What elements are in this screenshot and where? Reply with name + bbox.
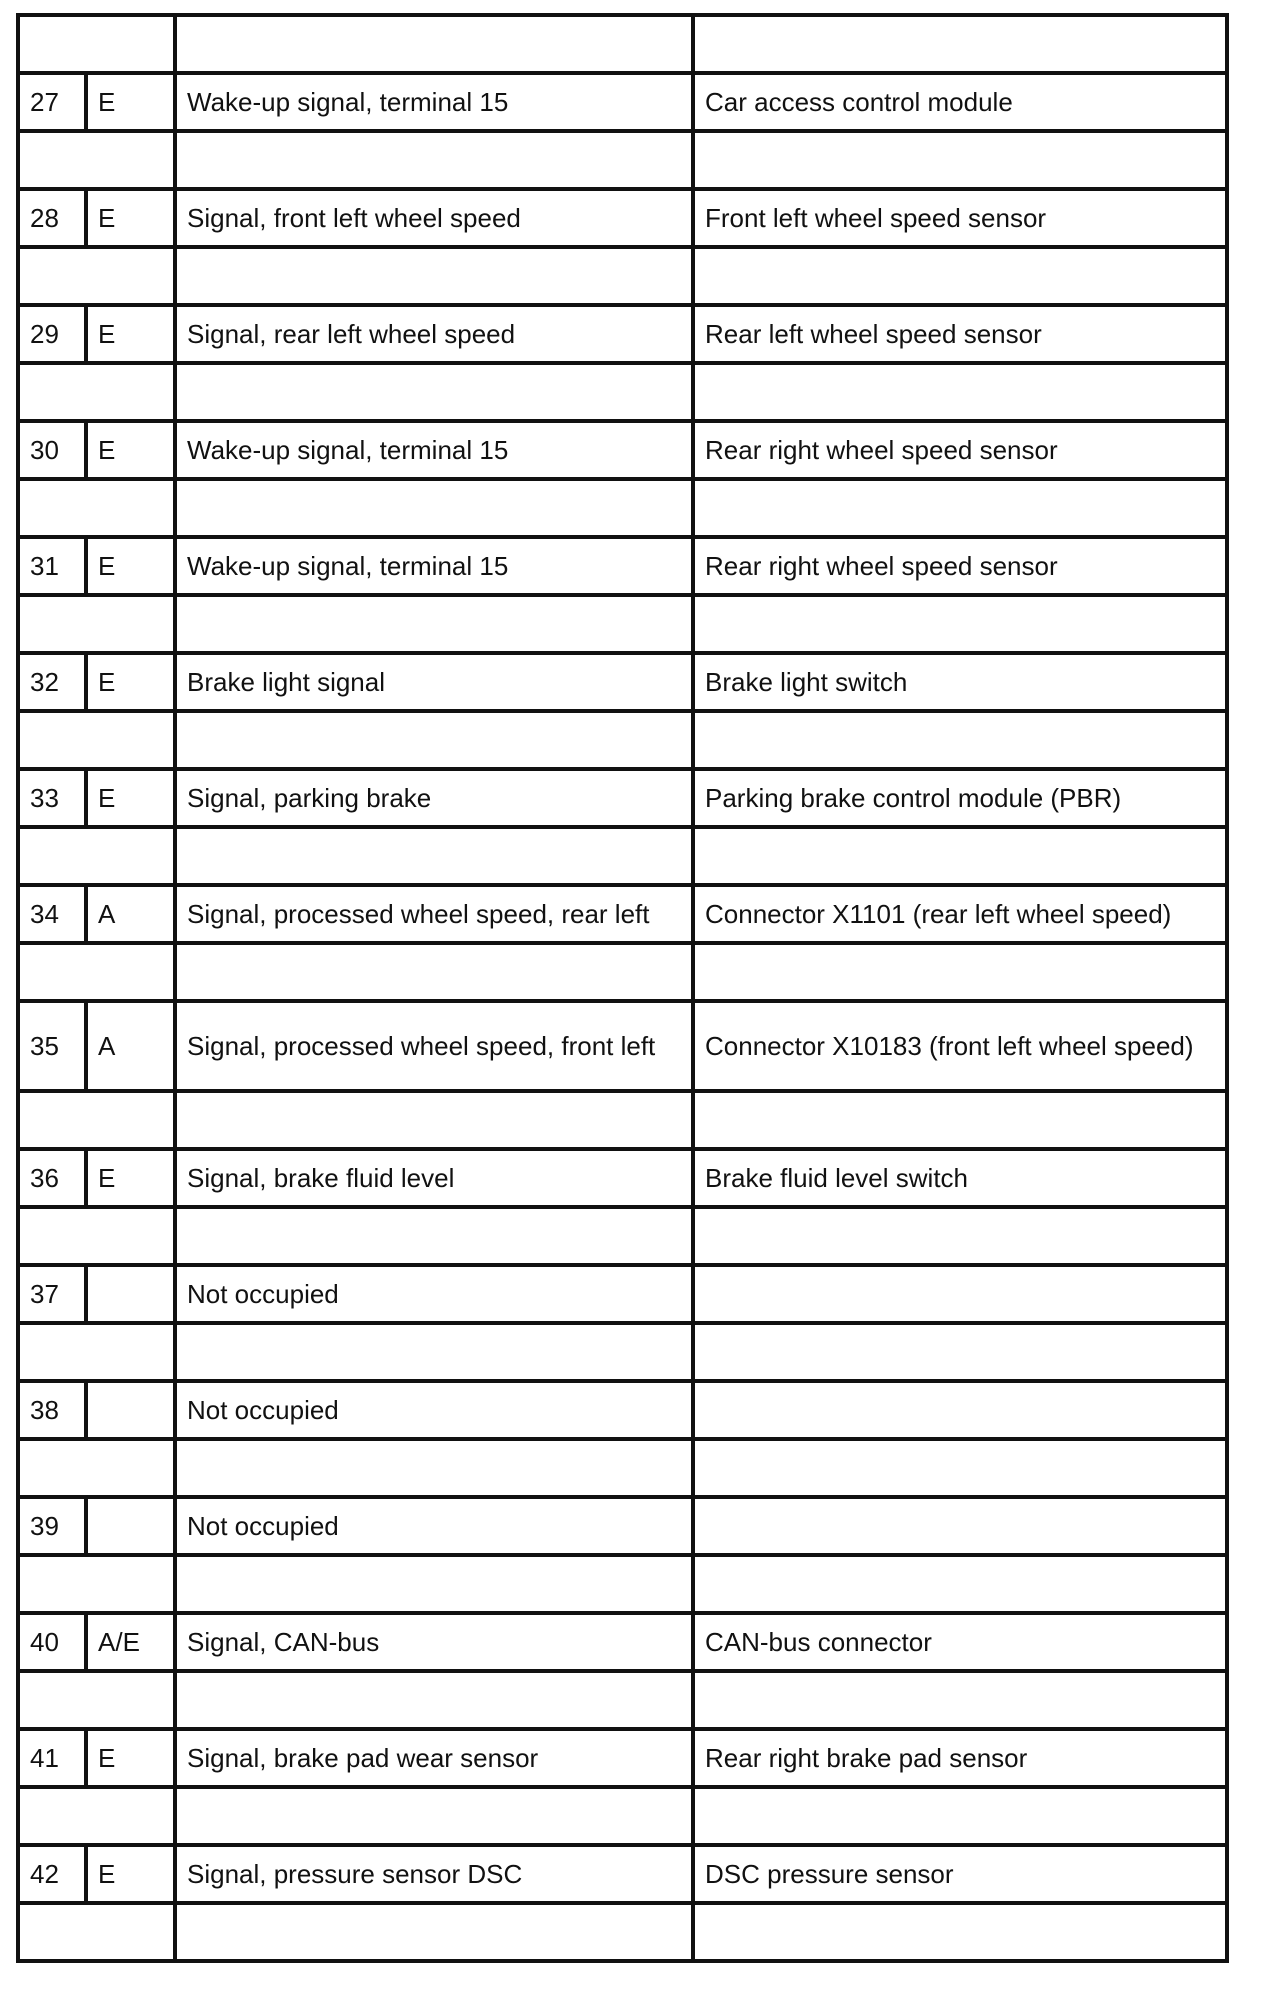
pin-number: 32 [18, 653, 86, 711]
empty-cell [693, 1671, 1227, 1729]
spacer-row [18, 1671, 1227, 1729]
empty-cell [18, 1439, 175, 1497]
table-row [18, 537, 1227, 595]
empty-cell [175, 1323, 693, 1381]
empty-cell [693, 1555, 1227, 1613]
pin-number: 38 [18, 1381, 86, 1439]
pin-number: 42 [18, 1845, 86, 1903]
signal-type: E [86, 1149, 175, 1207]
empty-cell [693, 1787, 1227, 1845]
signal-description: Wake-up signal, terminal 15 [175, 73, 693, 131]
signal-type: A [86, 1001, 175, 1091]
spacer-row [18, 1323, 1227, 1381]
spacer-row [18, 479, 1227, 537]
empty-cell [18, 479, 175, 537]
spacer-row [18, 1207, 1227, 1265]
table-row [18, 305, 1227, 363]
empty-cell [175, 1555, 693, 1613]
empty-cell [175, 1787, 693, 1845]
empty-cell [175, 711, 693, 769]
pin-number: 27 [18, 73, 86, 131]
spacer-row [18, 711, 1227, 769]
signal-description: Wake-up signal, terminal 15 [175, 537, 693, 595]
spacer-row [18, 1091, 1227, 1149]
table-row [18, 653, 1227, 711]
connected-component [693, 1381, 1227, 1439]
empty-cell [693, 1091, 1227, 1149]
connected-component: CAN-bus connector [693, 1613, 1227, 1671]
empty-cell [175, 827, 693, 885]
table-row [18, 421, 1227, 479]
empty-cell [693, 1323, 1227, 1381]
connected-component: Rear right brake pad sensor [693, 1729, 1227, 1787]
spacer-row [18, 827, 1227, 885]
empty-cell [693, 595, 1227, 653]
connected-component: Parking brake control module (PBR) [693, 769, 1227, 827]
signal-type: E [86, 189, 175, 247]
signal-description: Not occupied [175, 1381, 693, 1439]
signal-description: Signal, brake pad wear sensor [175, 1729, 693, 1787]
empty-cell [693, 363, 1227, 421]
spacer-row [18, 131, 1227, 189]
connected-component: Rear left wheel speed sensor [693, 305, 1227, 363]
spacer-row [18, 1787, 1227, 1845]
empty-cell [693, 943, 1227, 1001]
connected-component [693, 1497, 1227, 1555]
empty-cell [693, 247, 1227, 305]
empty-cell [175, 595, 693, 653]
empty-cell [18, 15, 175, 73]
signal-type: E [86, 769, 175, 827]
empty-cell [175, 1091, 693, 1149]
connected-component: Brake light switch [693, 653, 1227, 711]
empty-cell [693, 479, 1227, 537]
empty-cell [18, 711, 175, 769]
empty-cell [175, 247, 693, 305]
empty-cell [18, 247, 175, 305]
empty-cell [175, 363, 693, 421]
table-row [18, 1729, 1227, 1787]
empty-cell [693, 1207, 1227, 1265]
signal-description: Signal, parking brake [175, 769, 693, 827]
signal-description: Signal, pressure sensor DSC [175, 1845, 693, 1903]
signal-type: E [86, 1845, 175, 1903]
empty-cell [18, 1555, 175, 1613]
table-row [18, 189, 1227, 247]
table-row [18, 73, 1227, 131]
signal-description: Wake-up signal, terminal 15 [175, 421, 693, 479]
connected-component: Connector X1101 (rear left wheel speed) [693, 885, 1227, 943]
empty-cell [175, 1671, 693, 1729]
pin-number: 36 [18, 1149, 86, 1207]
signal-type: A [86, 885, 175, 943]
empty-cell [18, 1903, 175, 1961]
empty-cell [18, 131, 175, 189]
table-row [18, 885, 1227, 943]
signal-description: Signal, processed wheel speed, front left [175, 1001, 693, 1091]
spacer-row [18, 247, 1227, 305]
table-body [18, 15, 1227, 1961]
pin-number: 31 [18, 537, 86, 595]
signal-description: Signal, front left wheel speed [175, 189, 693, 247]
connected-component: DSC pressure sensor [693, 1845, 1227, 1903]
empty-cell [175, 1207, 693, 1265]
signal-type [86, 1265, 175, 1323]
empty-cell [175, 479, 693, 537]
table-row [18, 1381, 1227, 1439]
pin-number: 34 [18, 885, 86, 943]
empty-cell [693, 827, 1227, 885]
empty-cell [18, 1787, 175, 1845]
empty-cell [693, 1903, 1227, 1961]
pin-number: 41 [18, 1729, 86, 1787]
spacer-row [18, 1555, 1227, 1613]
spacer-row [18, 1903, 1227, 1961]
pin-number: 40 [18, 1613, 86, 1671]
connected-component [693, 1265, 1227, 1323]
spacer-row [18, 595, 1227, 653]
pin-assignment-table [16, 13, 1229, 1963]
empty-cell [175, 15, 693, 73]
empty-cell [175, 131, 693, 189]
connected-component: Car access control module [693, 73, 1227, 131]
empty-cell [18, 1671, 175, 1729]
connected-component: Front left wheel speed sensor [693, 189, 1227, 247]
pin-number: 39 [18, 1497, 86, 1555]
empty-cell [693, 131, 1227, 189]
signal-type: E [86, 1729, 175, 1787]
pin-number: 37 [18, 1265, 86, 1323]
connected-component: Brake fluid level switch [693, 1149, 1227, 1207]
signal-description: Signal, CAN-bus [175, 1613, 693, 1671]
empty-cell [175, 1903, 693, 1961]
spacer-row [18, 1439, 1227, 1497]
spacer-row [18, 15, 1227, 73]
empty-cell [18, 943, 175, 1001]
empty-cell [18, 595, 175, 653]
signal-type [86, 1497, 175, 1555]
connected-component: Connector X10183 (front left wheel speed) [693, 1001, 1227, 1091]
table-row [18, 1001, 1227, 1091]
signal-type [86, 1381, 175, 1439]
pin-number: 29 [18, 305, 86, 363]
empty-cell [18, 1091, 175, 1149]
signal-description: Signal, processed wheel speed, rear left [175, 885, 693, 943]
empty-cell [18, 827, 175, 885]
spacer-row [18, 943, 1227, 1001]
signal-type: E [86, 537, 175, 595]
pin-number: 28 [18, 189, 86, 247]
empty-cell [18, 1207, 175, 1265]
table-row [18, 1265, 1227, 1323]
signal-description: Not occupied [175, 1497, 693, 1555]
empty-cell [175, 1439, 693, 1497]
connected-component: Rear right wheel speed sensor [693, 421, 1227, 479]
signal-type: E [86, 305, 175, 363]
signal-type: E [86, 653, 175, 711]
table-row [18, 1613, 1227, 1671]
pin-number: 30 [18, 421, 86, 479]
empty-cell [175, 943, 693, 1001]
pin-number: 35 [18, 1001, 86, 1091]
pin-assignment-sheet [16, 13, 1225, 1963]
empty-cell [18, 363, 175, 421]
signal-description: Signal, brake fluid level [175, 1149, 693, 1207]
pin-number: 33 [18, 769, 86, 827]
signal-description: Signal, rear left wheel speed [175, 305, 693, 363]
signal-description: Not occupied [175, 1265, 693, 1323]
empty-cell [693, 1439, 1227, 1497]
table-row [18, 1149, 1227, 1207]
signal-description: Brake light signal [175, 653, 693, 711]
empty-cell [18, 1323, 175, 1381]
signal-type: E [86, 73, 175, 131]
signal-type: E [86, 421, 175, 479]
signal-type: A/E [86, 1613, 175, 1671]
table-row [18, 769, 1227, 827]
spacer-row [18, 363, 1227, 421]
table-row [18, 1845, 1227, 1903]
table-row [18, 1497, 1227, 1555]
connected-component: Rear right wheel speed sensor [693, 537, 1227, 595]
empty-cell [693, 15, 1227, 73]
empty-cell [693, 711, 1227, 769]
